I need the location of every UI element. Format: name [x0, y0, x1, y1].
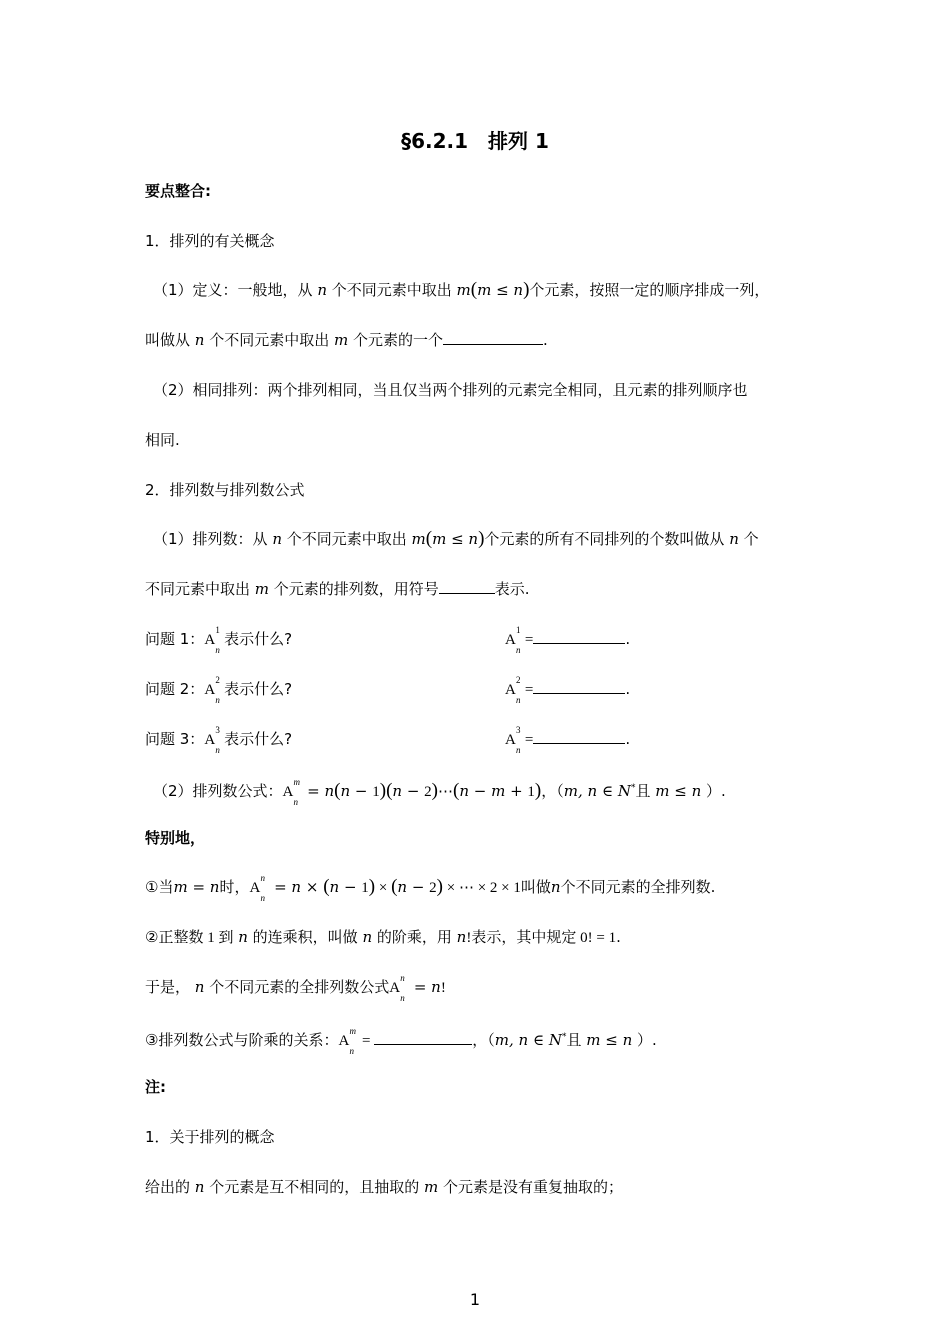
s2-heading: 2．排列数与排列数公式 [145, 481, 305, 499]
page-number: 1 [469, 1290, 481, 1309]
same-arrangement-line-1: （2）相同排列：两个排列相同，当且仅当两个排列的元素完全相同，且元素的排列顺序也 [153, 381, 748, 399]
definition-line-2: 叫做从 n 个不同元素中取出 m 个元素的一个 . [145, 331, 548, 349]
answer-blank[interactable] [443, 329, 543, 345]
full-perm-formula: 于是， n 个不同元素的全排列数公式A n n = n! [145, 973, 446, 1003]
answer-blank[interactable] [374, 1029, 472, 1045]
answer-blank[interactable] [533, 628, 625, 644]
note1-heading: 1．关于排列的概念 [145, 1128, 275, 1146]
perm-number-line-2: 不同元素中取出 m 个元素的排列数，用符号 表示. [145, 580, 530, 598]
question-2: 问题 2：A 2 n 表示什么? [145, 675, 293, 705]
special-heading: 特别地， [145, 829, 206, 847]
question-3: 问题 3：A 3 n 表示什么? [145, 725, 293, 755]
note-heading: 注: [145, 1078, 166, 1096]
perm-formula: （2）排列数公式：A m n = n(n − 1)(n − 2)⋯(n − m + 1)，（m, n ∈ N*且 m ≤ n ）. [153, 777, 726, 807]
answer-blank[interactable] [533, 678, 625, 694]
perm-number-line-1: （1）排列数：从 n 个不同元素中取出 m(m ≤ n)个元素的所有不同排列的个数叫做从 n 个 [153, 528, 759, 549]
definition-line-1: （1）定义：一般地，从 n 个不同元素中取出 m(m ≤ n)个元素，按照一定的顺序排成一列， [153, 279, 770, 300]
special-item-3: ③排列数公式与阶乘的关系：A m n = ，（m, n ∈ N*且 m ≤ n ）. [145, 1026, 657, 1056]
note1-text: 给出的 n 个元素是互不相同的，且抽取的 m 个元素是没有重复抽取的； [145, 1178, 624, 1196]
page-title: §6.2.1 排列 1 [401, 129, 549, 153]
question-1-answer: A 1 n = . [505, 625, 631, 655]
same-arrangement-line-2: 相同. [145, 431, 180, 449]
question-2-answer: A 2 n = . [505, 675, 631, 705]
section-key-points: 要点整合: [145, 182, 211, 200]
answer-blank[interactable] [533, 728, 625, 744]
symbol-blank[interactable] [439, 578, 495, 594]
special-item-1: ①当m = n时，A n n = n × (n − 1) × (n − 2) × ⋯ × 2 × 1叫做n个不同元素的全排列数. [145, 873, 716, 903]
question-3-answer: A 3 n = . [505, 725, 631, 755]
special-item-2: ②正整数 1 到 n 的连乘积，叫做 n 的阶乘，用 n!表示，其中规定 0! = 1. [145, 928, 621, 946]
question-1: 问题 1：A 1 n 表示什么? [145, 625, 293, 655]
s1-heading: 1．排列的有关概念 [145, 232, 275, 250]
